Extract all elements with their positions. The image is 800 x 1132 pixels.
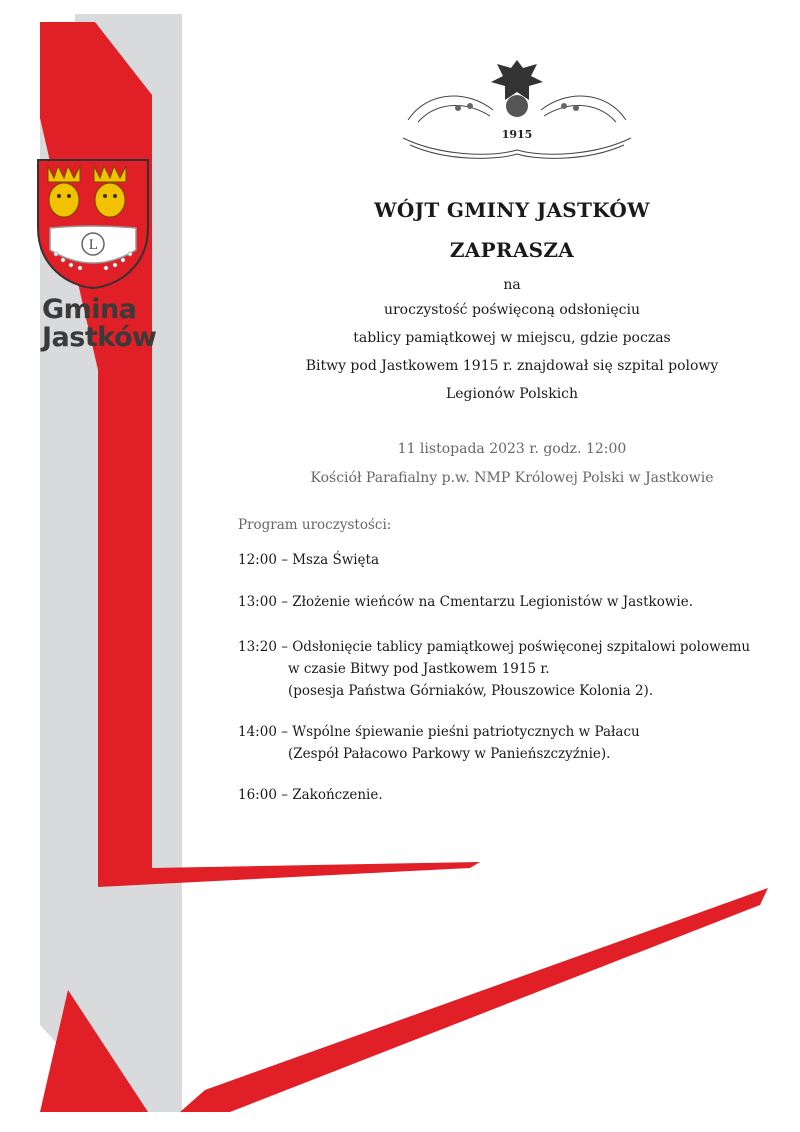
logo-line-1: Gmina — [42, 294, 137, 325]
program-item-line: 13:20 – Odsłonięcie tablicy pamiątkowej poświęconej szpitalowi polowemu — [238, 639, 751, 655]
logo-line-2: Jastków — [42, 322, 157, 353]
program-item-line: 16:00 – Zakończenie. — [238, 787, 383, 803]
program-item-line: w czasie Bitwy pod Jastkowem 1915 r. — [288, 661, 550, 677]
intro-line-5: Legionów Polskich — [445, 386, 579, 402]
program-item-line: 13:00 – Złożenie wieńców na Cmentarzu Legionistów w Jastkowie. — [238, 594, 693, 610]
red-ribbon-lower — [180, 888, 768, 1112]
program-item — [238, 636, 750, 702]
program-item — [238, 721, 640, 765]
program-item-line: (posesja Państwa Górniaków, Płouszowice Kolonia 2). — [288, 683, 654, 699]
program-item-line: (Zespół Pałacowo Parkowy w Panieńszczyźnie). — [288, 746, 611, 762]
intro-line-4: Bitwy pod Jastkowem 1915 r. znajdował się szpital polowy — [305, 358, 719, 374]
program-item — [238, 552, 379, 568]
event-date-time: 11 listopada 2023 r. godz. 12:00 — [397, 441, 627, 457]
svg-text:L: L — [88, 238, 98, 253]
emblem-year: 1915 — [501, 128, 533, 141]
intro-line-2: uroczystość poświęconą odsłonięciu — [383, 302, 641, 318]
intro-line-3: tablicy pamiątkowej w miejscu, gdzie poczas — [353, 330, 671, 346]
page-title: WÓJT GMINY JASTKÓW — [374, 198, 650, 222]
page-subtitle: ZAPRASZA — [449, 238, 575, 262]
logo-text — [42, 296, 156, 352]
program-item-line: 12:00 – Msza Święta — [238, 552, 380, 568]
coat-of-arms-icon — [36, 158, 150, 290]
eagle-emblem-icon — [398, 50, 636, 162]
intro-line-1: na — [503, 277, 521, 293]
program-item-line: 14:00 – Wspólne śpiewanie pieśni patriotycznych w Pałacu — [238, 724, 640, 740]
event-place: Kościół Parafialny p.w. NMP Królowej Polski w Jastkowie — [310, 470, 714, 486]
program-item — [238, 787, 383, 803]
program-heading: Program uroczystości: — [238, 517, 392, 533]
program-item — [238, 594, 693, 610]
